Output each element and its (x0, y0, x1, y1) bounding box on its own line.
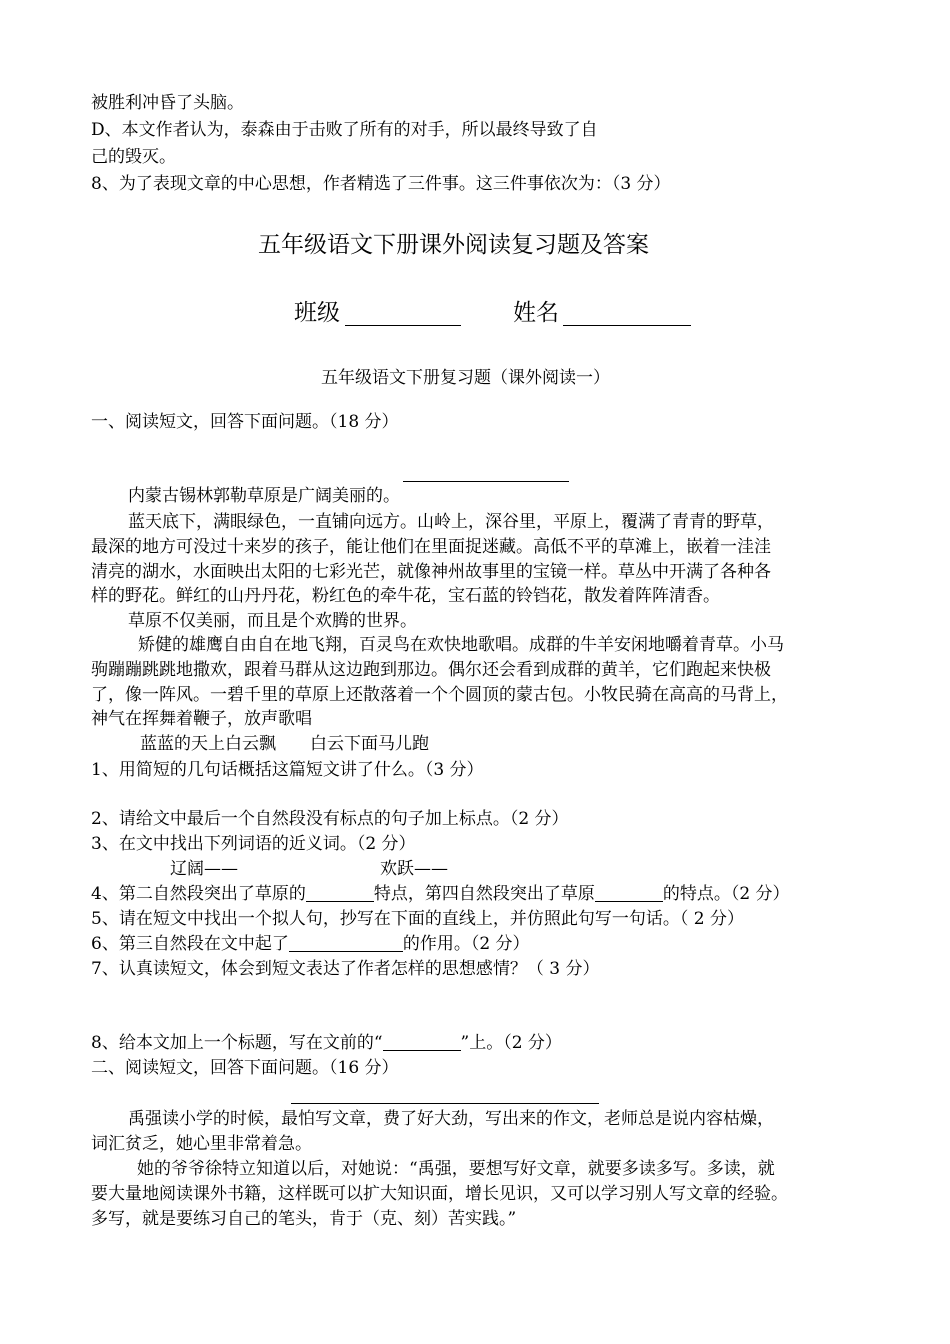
paragraph-3: 草原不仅美丽，而且是个欢腾的世界。 (128, 611, 417, 631)
question-8-part-a: 8、给本文加上一个标题，写在文前的“ (91, 1033, 383, 1053)
question-4-part-c: 的特点。（2 分） (662, 884, 790, 904)
prev-option-d: D、本文作者认为，泰森由于击败了所有的对手，所以最终导致了自 (91, 120, 598, 140)
question-7: 7、认真读短文，体会到短文表达了作者怎样的思想感情？（ 3 分） (91, 959, 600, 979)
document-title: 五年级语文下册课外阅读复习题及答案 (258, 232, 649, 258)
paragraph-4-line: 矫健的雄鹰自由自在地飞翔，百灵鸟在欢快地歌唱。成群的牛羊安闲地嚼着青草。小马 (138, 635, 784, 655)
subtitle: 五年级语文下册复习题（课外阅读一） (321, 368, 610, 388)
question-3-word-2: 欢跃—— (380, 859, 448, 879)
paragraph-2-line: 蓝天底下，满眼绿色，一直铺向远方。山岭上，深谷里，平原上，覆满了青青的野草， (128, 512, 774, 532)
question-3-word-1: 辽阔—— (170, 859, 238, 879)
s2-paragraph-2-line: 多写，就是要练习自己的笔头，肯于（克、刻）苦实践。” (91, 1209, 517, 1229)
question-4-part-b: 特点，第四自然段突出了草原 (373, 884, 595, 904)
paragraph-4-line: 驹蹦蹦跳跳地撒欢，跟着马群从这边跑到那边。偶尔还会看到成群的黄羊，它们跑起来快极 (91, 660, 771, 680)
question-5: 5、请在短文中找出一个拟人句，抄写在下面的直线上，并仿照此句写一句话。（ 2 分） (91, 909, 744, 929)
section1-heading: 一、阅读短文，回答下面问题。（18 分） (91, 412, 399, 432)
paragraph-4-line: 神气在挥舞着鞭子，放声歌唱 (91, 709, 312, 729)
prev-question-8: 8、为了表现文章的中心思想，作者精选了三件事。这三件事依次为：（3 分） (91, 174, 671, 194)
question-1: 1、用简短的几句话概括这篇短文讲了什么。（3 分） (91, 760, 484, 780)
s2-paragraph-1-line: 禹强读小学的时候，最怕写文章，费了好大劲，写出来的作文，老师总是说内容枯燥， (128, 1109, 774, 1129)
question-8 (91, 1031, 562, 1055)
question-3: 3、在文中找出下列词语的近义词。（2 分） (91, 834, 416, 854)
s2-paragraph-1-line: 词汇贫乏，她心里非常着急。 (91, 1134, 312, 1154)
name-label: 姓名 (513, 300, 559, 326)
paragraph-1: 内蒙古锡林郭勒草原是广阔美丽的。 (128, 486, 400, 506)
question-6-part-a: 6、第三自然段在文中起了 (91, 934, 289, 954)
question-4-part-a: 4、第二自然段突出了草原的 (91, 884, 306, 904)
section2-heading: 二、阅读短文，回答下面问题。（16 分） (91, 1058, 399, 1078)
paragraph-4-line: 了，像一阵风。一碧千里的草原上还散落着一个个圆顶的蒙古包。小牧民骑在高高的马背上， (91, 685, 788, 705)
song-lyrics: 蓝蓝的天上白云飘 白云下面马儿跑 (140, 734, 429, 754)
paragraph-2-line: 清亮的湖水，水面映出太阳的七彩光芒，就像神州故事里的宝镜一样。草丛中开满了各种各 (91, 562, 771, 582)
s2-paragraph-2-line: 她的爷爷徐特立知道以后，对她说：“禹强，要想写好文章，就要多读多写。多读，就 (137, 1159, 775, 1179)
question-4 (91, 882, 790, 906)
question-6 (91, 932, 530, 956)
class-blank[interactable] (345, 325, 461, 326)
s2-paragraph-2-line: 要大量地阅读课外书籍，这样既可以扩大知识面，增长见识，又可以学习别人写文章的经验。 (91, 1184, 788, 1204)
question-4-blank-2[interactable] (595, 883, 663, 902)
title-blank-1[interactable] (403, 481, 569, 482)
question-4-blank-1[interactable] (306, 883, 374, 902)
prev-option-d-cont: 己的毁灭。 (91, 147, 176, 167)
question-8-blank[interactable] (383, 1032, 461, 1051)
paragraph-2-line: 样的野花。鲜红的山丹丹花，粉红色的牵牛花，宝石蓝的铃铛花，散发着阵阵清香。 (91, 586, 720, 606)
paragraph-2-line: 最深的地方可没过十来岁的孩子，能让他们在里面捉迷藏。高低不平的草滩上，嵌着一洼洼 (91, 537, 771, 557)
question-8-part-b: ”上。（2 分） (460, 1033, 562, 1053)
title-blank-2[interactable] (291, 1103, 599, 1104)
name-blank[interactable] (563, 325, 691, 326)
class-label: 班级 (294, 300, 340, 326)
question-2: 2、请给文中最后一个自然段没有标点的句子加上标点。（2 分） (91, 809, 569, 829)
prev-text-line: 被胜利冲昏了头脑。 (91, 93, 244, 113)
question-6-blank[interactable] (289, 933, 403, 952)
question-6-part-b: 的作用。（2 分） (402, 934, 530, 954)
